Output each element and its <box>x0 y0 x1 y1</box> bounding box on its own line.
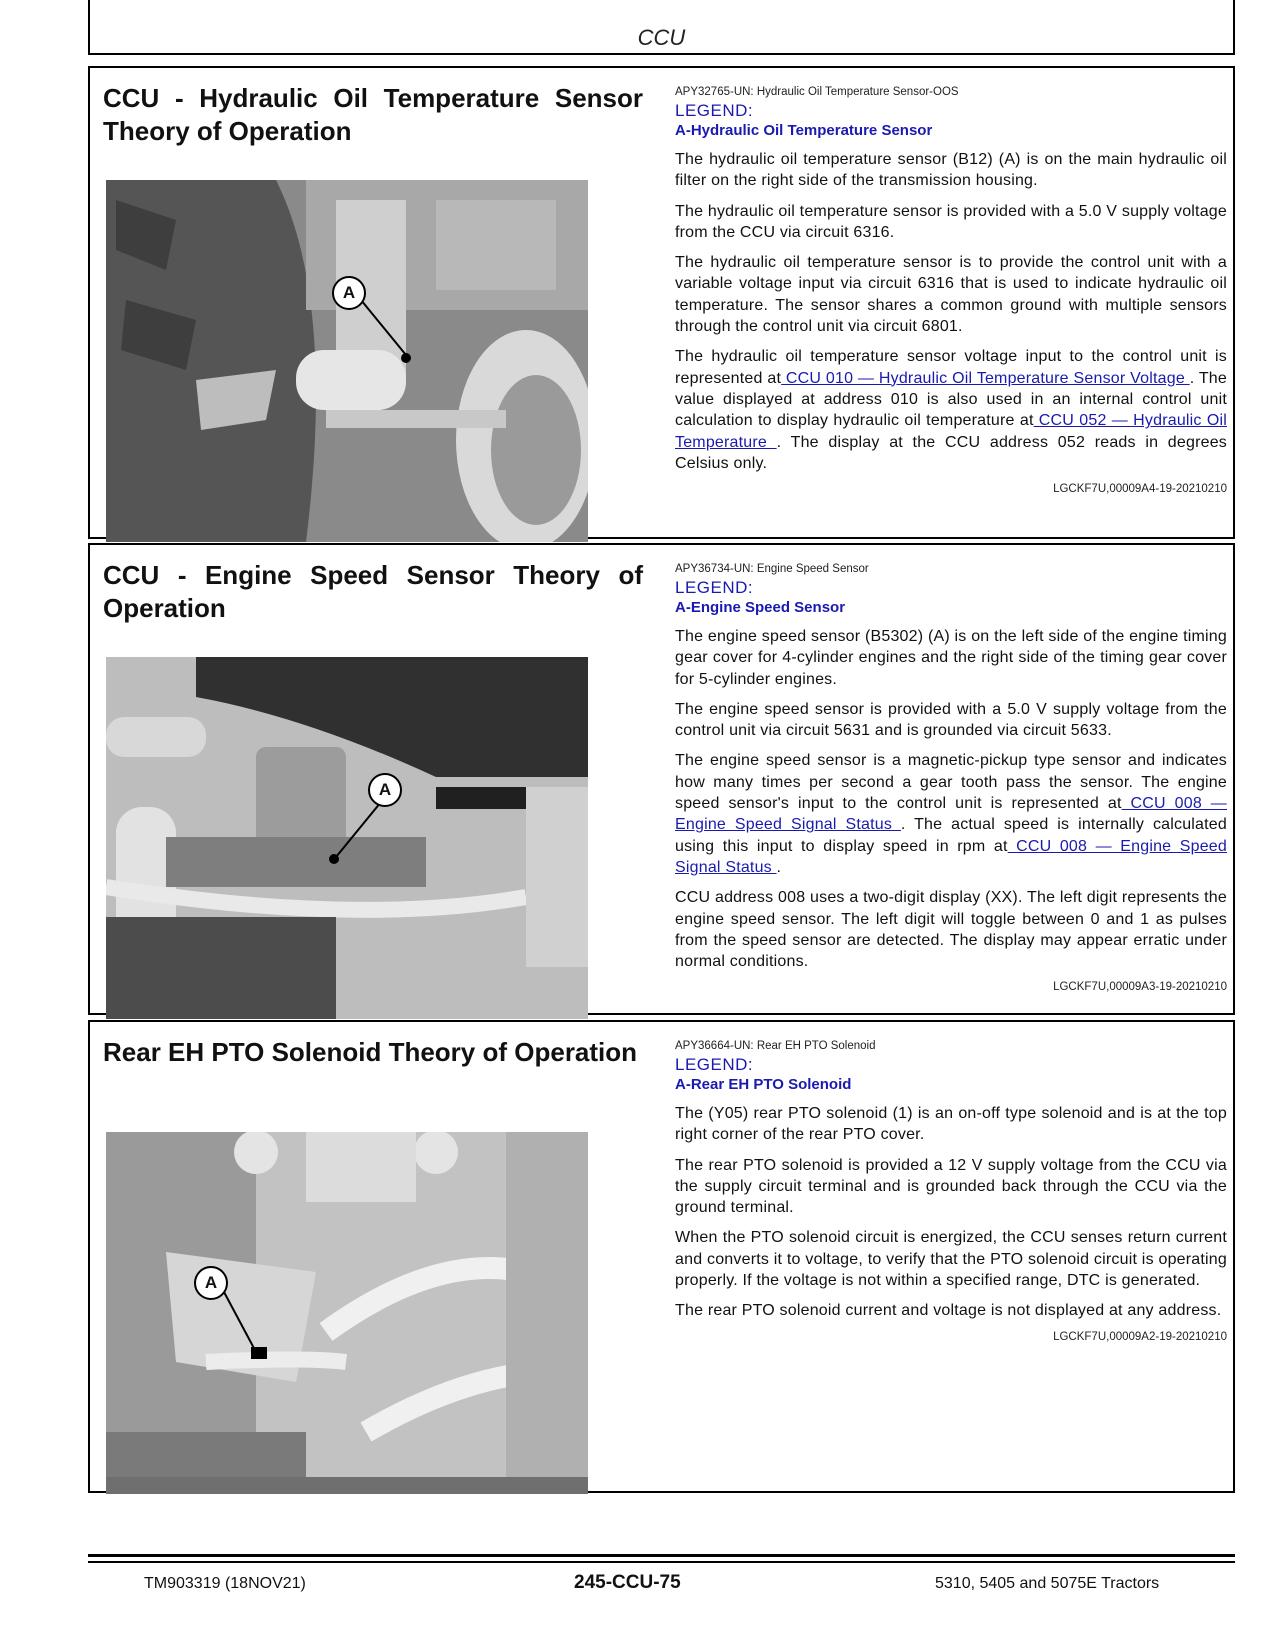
paragraph-text: The hydraulic oil temperature sensor voltage input to the control unit is represented at <box>675 348 1227 387</box>
figure-id: APY36734-UN: Engine Speed Sensor <box>675 563 869 575</box>
link-ccu-008[interactable]: CCU 008 — Engine Speed Signal Status <box>675 837 1227 876</box>
paragraph <box>675 750 1227 878</box>
legend-heading: LEGEND: <box>675 578 754 597</box>
section-text-column <box>675 563 1227 993</box>
header-title: CCU <box>637 25 686 50</box>
figure-id: APY36664-UN: Rear EH PTO Solenoid <box>675 1040 876 1052</box>
link-ccu-008[interactable]: CCU 008 — Engine Speed Signal Status <box>675 795 1227 834</box>
reference-code: LGCKF7U,00009A4-19-20210210 <box>1053 483 1227 496</box>
reference-code: LGCKF7U,00009A2-19-20210210 <box>1053 1330 1227 1343</box>
paragraph: The hydraulic oil temperature sensor is to provide the control unit with a variable voltage input via circuit 6316 that is used to indicate hydraulic oil temperature. The sensor shares a common ground with multiple sensors through the control unit via circuit 6801. <box>675 254 1227 336</box>
paragraph: When the PTO solenoid circuit is energized, the CCU senses return current and converts it to voltage, to verify that the PTO solenoid circuit is operating properly. If the voltage is not within a specified range, DTC is generated. <box>675 1229 1227 1290</box>
section-text-column <box>675 86 1227 495</box>
legend-heading: LEGEND: <box>675 101 754 120</box>
callout-a-label: A <box>194 1266 228 1300</box>
paragraph-text: . The display at the CCU address 052 reads in degrees Celsius only. <box>675 433 1228 472</box>
rear-eh-pto-solenoid-photo <box>106 1132 588 1494</box>
footer-product: 5310, 5405 and 5075E Tractors <box>935 1575 1160 1592</box>
section-title: Rear EH PTO Solenoid Theory of Operation <box>103 1037 638 1067</box>
section-title: CCU - Engine Speed Sensor Theory of Operation <box>103 560 643 623</box>
section-title: CCU - Hydraulic Oil Temperature Sensor Theory of Operation <box>103 83 643 146</box>
paragraph: The (Y05) rear PTO solenoid (1) is an on-off type solenoid and is at the top right corner of the rear PTO cover. <box>675 1105 1227 1144</box>
callout-a-label: A <box>368 773 402 807</box>
legend-item: A-Rear EH PTO Solenoid <box>675 1076 852 1093</box>
paragraph: The engine speed sensor is provided with a 5.0 V supply voltage from the control unit via circuit 5631 and is grounded via circuit 5633. <box>675 700 1227 740</box>
legend-item: A-Hydraulic Oil Temperature Sensor <box>675 122 933 139</box>
footer-divider <box>88 1554 1235 1557</box>
paragraph: The hydraulic oil temperature sensor is provided with a 5.0 V supply voltage from the CCU via circuit 6316. <box>675 202 1227 241</box>
section-hydraulic-oil-temp-sensor <box>88 66 1235 539</box>
page-header <box>88 0 1235 55</box>
link-ccu-052[interactable]: CCU 052 — Hydraulic Oil Temperature <box>675 412 1227 451</box>
paragraph: The rear PTO solenoid is provided a 12 V supply voltage from the CCU via the supply circuit terminal and is grounded back through the CCU via the ground terminal. <box>675 1156 1227 1217</box>
paragraph-text: . The value displayed at address 010 is also used in an internal control unit calculation to display hydraulic oil temperature at <box>675 369 1228 430</box>
section-engine-speed-sensor <box>88 543 1235 1015</box>
legend-item: A-Engine Speed Sensor <box>675 599 846 616</box>
link-ccu-010[interactable]: CCU 010 — Hydraulic Oil Temperature Sensor Voltage <box>781 369 1190 387</box>
footer-page-number: 245-CCU-75 <box>574 1572 681 1593</box>
reference-code: LGCKF7U,00009A3-19-20210210 <box>1053 981 1227 994</box>
paragraph: CCU address 008 uses a two-digit display (XX). The left digit represents the engine speed sensor. The left digit will toggle between 0 and 1 as pulses from the speed sensor are detected. The display may appear erratic under normal conditions. <box>675 889 1227 971</box>
figure-id: APY32765-UN: Hydraulic Oil Temperature Sensor-OOS <box>675 86 959 98</box>
paragraph <box>675 346 1227 474</box>
engine-speed-sensor-photo <box>106 657 588 1019</box>
legend-heading: LEGEND: <box>675 1055 754 1074</box>
section-text-column <box>675 1040 1227 1343</box>
paragraph-text: . <box>776 858 782 876</box>
paragraph-text: . The actual speed is internally calculated using this input to display speed in rpm at <box>675 816 1227 855</box>
footer-divider <box>88 1561 1235 1563</box>
paragraph-text: The engine speed sensor is a magnetic-pickup type sensor and indicates how many times per second a gear tooth pass the sensor. The engine speed sensor's input to the control unit is represented at <box>675 752 1227 813</box>
section-rear-eh-pto-solenoid <box>88 1020 1235 1493</box>
footer-manual-id: TM903319 (18NOV21) <box>144 1575 306 1592</box>
paragraph: The engine speed sensor (B5302) (A) is on the left side of the engine timing gear cover for 4-cylinder engines and the right side of the timing gear cover for 5-cylinder engines. <box>675 628 1227 688</box>
paragraph: The rear PTO solenoid current and voltage is not displayed at any address. <box>675 1302 1222 1320</box>
hydraulic-oil-temp-sensor-photo <box>106 180 588 542</box>
paragraph: The hydraulic oil temperature sensor (B12) (A) is on the main hydraulic oil filter on the right side of the transmission housing. <box>675 151 1227 190</box>
callout-a-label: A <box>332 276 366 310</box>
